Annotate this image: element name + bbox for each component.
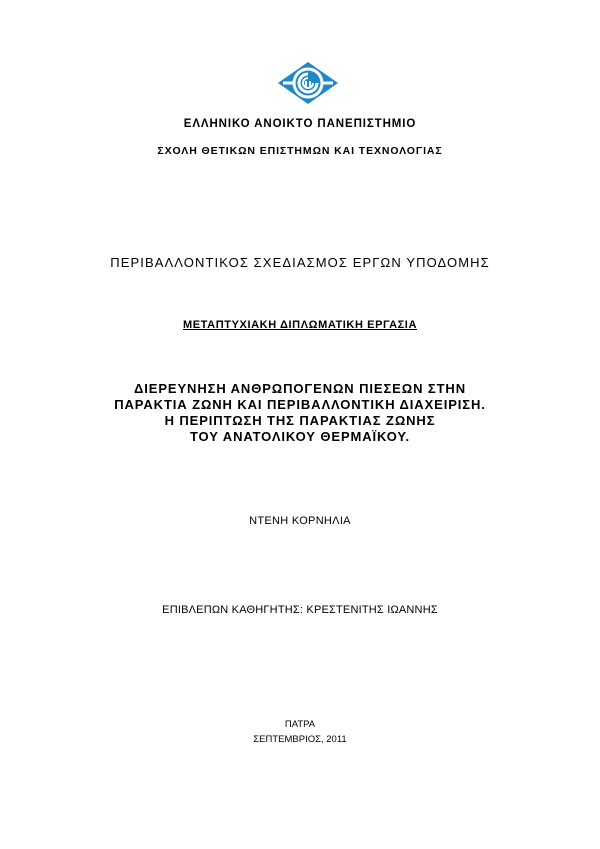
- city: ΠΑΤΡΑ: [284, 719, 316, 730]
- thesis-type: ΜΕΤΑΠΤΥΧΙΑΚΗ ΔΙΠΛΩΜΑΤΙΚΗ ΕΡΓΑΣΙΑ: [182, 319, 418, 331]
- program-name: ΠΕΡΙΒΑΛΛΟΝΤΙΚΟΣ ΣΧΕΔΙΑΣΜΟΣ ΕΡΓΩΝ ΥΠΟΔΟΜΗΣ: [110, 255, 490, 270]
- author-name: ΝΤΕΝΗ ΚΟΡΝΗΛΙΑ: [249, 515, 351, 527]
- thesis-title: [0, 381, 600, 445]
- university-name: ΕΛΛΗΝΙΚΟ ΑΝΟΙΚΤΟ ΠΑΝΕΠΙΣΤΗΜΙΟ: [183, 118, 417, 130]
- eap-university-logo-icon: [277, 61, 339, 105]
- school-name: ΣΧΟΛΗ ΘΕΤΙΚΩΝ ΕΠΙΣΤΗΜΩΝ ΚΑΙ ΤΕΧΝΟΛΟΓΙΑΣ: [157, 145, 443, 157]
- supervisor: ΕΠΙΒΛΕΠΩΝ ΚΑΘΗΓΗΤΗΣ: ΚΡΕΣΤΕΝΙΤΗΣ ΙΩΑΝΝΗΣ: [162, 604, 438, 616]
- thesis-title-line: ΠΑΡΑΚΤΙΑ ΖΩΝΗ ΚΑΙ ΠΕΡΙΒΑΛΛΟΝΤΙΚΗ ΔΙΑΧΕΙΡΙΣΗ.: [114, 397, 486, 412]
- date: ΣΕΠΤΕΜΒΡΙΟΣ, 2011: [253, 734, 347, 745]
- thesis-title-line: Η ΠΕΡΙΠΤΩΣΗ ΤΗΣ ΠΑΡΑΚΤΙΑΣ ΖΩΝΗΣ: [164, 413, 436, 428]
- thesis-title-line: ΔΙΕΡΕΥΝΗΣΗ ΑΝΘΡΩΠΟΓΕΝΩΝ ΠΙΕΣΕΩΝ ΣΤΗΝ: [134, 381, 466, 396]
- thesis-title-line: ΤΟΥ ΑΝΑΤΟΛΙΚΟΥ ΘΕΡΜΑΪΚΟΥ.: [189, 429, 411, 444]
